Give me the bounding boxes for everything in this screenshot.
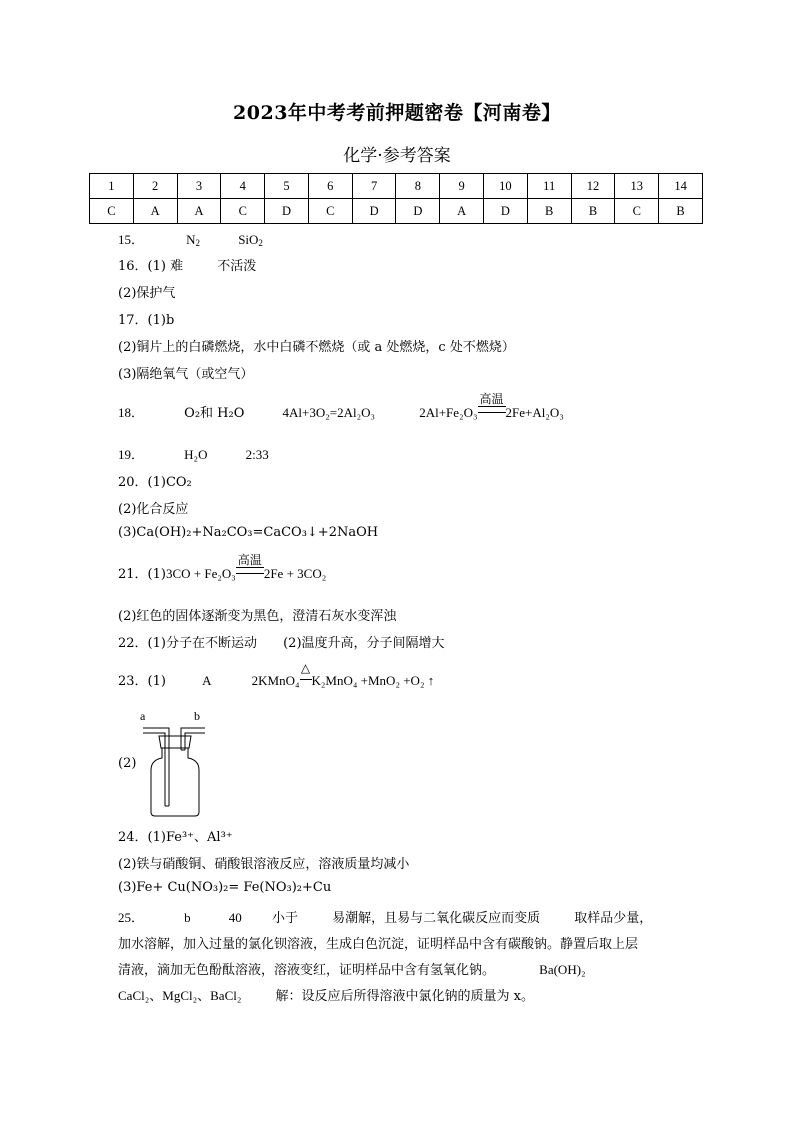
answer-choice-cell: A	[440, 199, 484, 224]
answer-16-1: 16．(1) 难	[118, 259, 184, 274]
answer-choice-cell: C	[221, 199, 265, 224]
answer-22-2: (2)温度升高，分子间隔增大	[283, 636, 445, 651]
question-number-cell: 8	[396, 174, 440, 199]
answer-17-part-1: 17．(1)b	[118, 313, 175, 328]
answer-25-line-2: 加水溶解，加入过量的氯化钡溶液，生成白色沉淀，证明样品中含有碳酸钠。静置后取上层	[118, 937, 639, 952]
answer-table-numbers-row	[90, 174, 703, 199]
answer-25-3: 小于	[271, 911, 298, 926]
answer-table	[89, 173, 703, 224]
answer-15-2: SiO$_2$	[238, 232, 263, 248]
question-number-cell: 13	[615, 174, 659, 199]
answer-24-part-1: 24．(1)Fe³⁺、Al³⁺	[118, 830, 233, 845]
answer-25-6: Ba(OH)₂	[539, 962, 586, 977]
answer-23-part-1	[118, 661, 435, 689]
question-number-cell: 10	[484, 174, 528, 199]
answer-choice-cell: C	[308, 199, 352, 224]
answer-20-part-3: (3)Ca(OH)₂+Na₂CO₃=CaCO₃↓+2NaOH	[118, 525, 379, 540]
answer-18-2: 4Al+3O₂=2Al₂O₃	[282, 405, 376, 420]
question-number-cell: 1	[90, 174, 134, 199]
tube-label-a: a	[140, 709, 146, 723]
page-title: 2023年中考考前押题密卷【河南卷】	[233, 102, 561, 124]
answer-17-part-2: (2)铜片上的白磷燃烧，水中白磷不燃烧（或 a 处燃烧，c 处不燃烧）	[118, 340, 515, 355]
answer-21-part-1	[118, 553, 327, 582]
answer-choice-cell: B	[527, 199, 571, 224]
question-number: 25．	[118, 910, 145, 925]
question-number-cell: 11	[527, 174, 571, 199]
answer-25-line-1	[118, 907, 652, 926]
answer-24-part-2: (2)铁与硝酸铜、硝酸银溶液反应，溶液质量均减小	[118, 857, 410, 872]
answer-20-part-1: 20．(1)CO₂	[118, 475, 192, 490]
answer-25-text: 清液，滴加无色酚酞溶液，溶液变红，证明样品中含有氢氧化钠。	[118, 963, 496, 978]
answer-19	[118, 444, 269, 463]
question-number-cell: 6	[308, 174, 352, 199]
gas-collection-bottle-diagram	[135, 706, 215, 818]
reaction-condition: 高温	[478, 405, 506, 421]
answer-22	[118, 632, 445, 651]
answer-choice-cell: B	[659, 199, 703, 224]
answer-16-part-2: (2)保护气	[118, 286, 176, 301]
answer-25-8: 解：设反应后所得溶液中氯化钠的质量为 x。	[275, 989, 534, 1004]
answer-21-equation: 3CO + Fe₂O₃ 高温 2Fe + 3CO₂	[165, 553, 327, 581]
question-number: 15．	[118, 232, 145, 247]
answer-table-answers-row	[90, 199, 703, 224]
answer-choice-cell: D	[352, 199, 396, 224]
answer-19-1: H₂O	[184, 447, 208, 462]
answer-17-part-3: (3)隔绝氧气（或空气）	[118, 367, 254, 382]
question-number: 21．(1)	[118, 567, 166, 582]
question-number-cell: 2	[133, 174, 177, 199]
question-number: 23．(1)	[118, 674, 166, 689]
answer-choice-cell: A	[177, 199, 221, 224]
answer-18-3: 2Al+Fe₂O₃ 高温 2Fe+Al₂O₃	[419, 392, 564, 420]
question-number: 18．	[118, 405, 145, 420]
answer-19-2: 2:33	[245, 447, 269, 462]
reaction-condition: △	[300, 673, 312, 689]
question-number-cell: 14	[659, 174, 703, 199]
answer-18-1: O₂和 H₂O	[184, 406, 245, 421]
question-number-cell: 12	[571, 174, 615, 199]
answer-24-part-3: (3)Fe+ Cu(NO₃)₂= Fe(NO₃)₂+Cu	[118, 880, 332, 895]
answer-25-1: b	[184, 910, 191, 925]
question-number: 19．	[118, 447, 145, 462]
question-number-cell: 9	[440, 174, 484, 199]
answer-23-equation: 2KMnO₄ △ K₂MnO₄ +MnO₂ +O₂ ↑	[251, 661, 435, 688]
answer-23-part-2: (2)	[118, 756, 137, 771]
answer-25-7: CaCl₂、MgCl₂、BaCl₂	[118, 988, 242, 1003]
answer-18	[118, 392, 564, 421]
answer-choice-cell: C	[90, 199, 134, 224]
answer-25-5: 取样品少量，	[574, 911, 653, 926]
answer-16	[118, 255, 256, 274]
question-number-cell: 3	[177, 174, 221, 199]
answer-23-1: A	[202, 673, 212, 688]
answer-choice-cell: D	[484, 199, 528, 224]
answer-25-line-3	[118, 959, 586, 978]
answer-choice-cell: D	[396, 199, 440, 224]
answer-15	[118, 229, 263, 248]
tube-label-b: b	[194, 709, 200, 723]
reaction-condition: 高温	[236, 566, 264, 582]
answer-20-part-2: (2)化合反应	[118, 502, 189, 517]
answer-choice-cell: C	[615, 199, 659, 224]
answer-25-2: 40	[228, 910, 242, 925]
question-number-cell: 4	[221, 174, 265, 199]
question-number-cell: 5	[265, 174, 309, 199]
answer-25-4: 易潮解，且易与二氧化碳反应而变质	[332, 911, 541, 926]
answer-25-line-4	[118, 985, 534, 1004]
answer-choice-cell: B	[571, 199, 615, 224]
answer-22-1: 22．(1)分子在不断运动	[118, 636, 257, 651]
answer-21-part-2: (2)红色的固体逐渐变为黑色，澄清石灰水变浑浊	[118, 609, 397, 624]
answer-16-2: 不活泼	[217, 259, 257, 274]
question-number-cell: 7	[352, 174, 396, 199]
answer-15-1: $N_2$	[186, 232, 201, 248]
page-subtitle: 化学·参考答案	[343, 146, 451, 166]
answer-choice-cell: A	[133, 199, 177, 224]
answer-choice-cell: D	[265, 199, 309, 224]
